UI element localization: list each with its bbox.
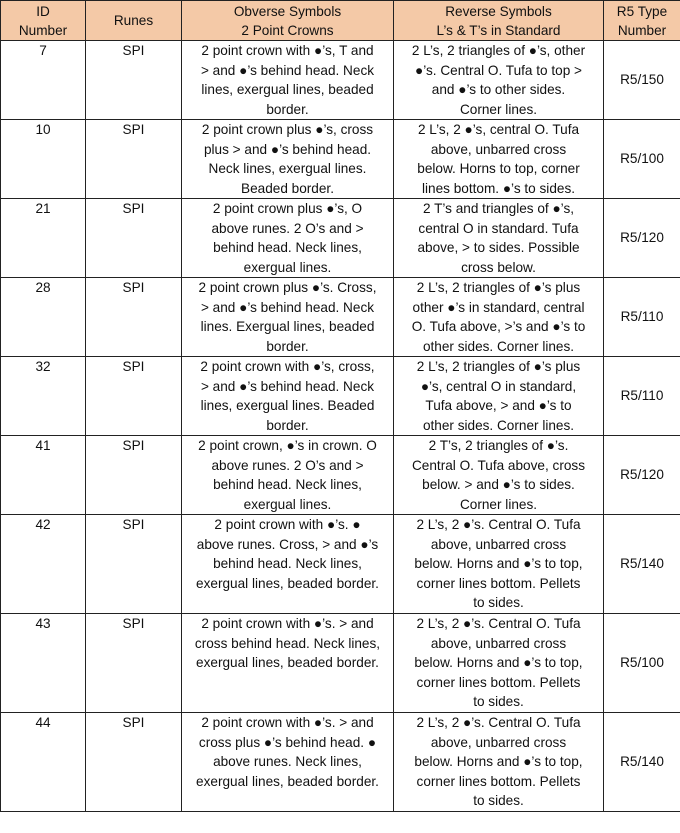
table-row xyxy=(1,515,680,614)
cell-runes: SPI xyxy=(86,436,182,515)
table-row xyxy=(1,713,680,812)
cell-id: 44 xyxy=(1,713,86,812)
table-row xyxy=(1,120,680,199)
cell-reverse: 2 L’s, 2 triangles of ●’s plus other ●’s in standard, central O. Tufa above, >’s and ●’s to other sides. Corner lines. xyxy=(394,278,604,357)
table-header xyxy=(1,1,680,41)
cell-runes: SPI xyxy=(86,515,182,614)
cell-obverse: 2 point crown plus ●’s, cross plus > and ●’s behind head. Neck lines, exergual lines. Beaded border. xyxy=(182,120,394,199)
cell-runes: SPI xyxy=(86,120,182,199)
cell-runes: SPI xyxy=(86,199,182,278)
cell-id: 7 xyxy=(1,41,86,120)
cell-id: 10 xyxy=(1,120,86,199)
cell-obverse: 2 point crown with ●’s. ● above runes. Cross, > and ●’s behind head. Neck lines, exergual lines, beaded border. xyxy=(182,515,394,614)
header-obverse-symbols: Obverse Symbols 2 Point Crowns xyxy=(182,1,394,41)
cell-id: 21 xyxy=(1,199,86,278)
cell-type: R5/100 xyxy=(604,614,680,713)
cell-obverse: 2 point crown with ●’s, cross, > and ●’s behind head. Neck lines, exergual lines. Beaded border. xyxy=(182,357,394,436)
table-row xyxy=(1,199,680,278)
cell-id: 43 xyxy=(1,614,86,713)
cell-obverse: 2 point crown, ●’s in crown. O above runes. 2 O’s and > behind head. Neck lines, exergual lines. xyxy=(182,436,394,515)
cell-type: R5/110 xyxy=(604,357,680,436)
header-id-number: ID Number xyxy=(1,1,86,41)
cell-reverse: 2 L’s, 2 triangles of ●’s, other ●’s. Central O. Tufa to top > and ●’s to other sides. Corner lines. xyxy=(394,41,604,120)
cell-runes: SPI xyxy=(86,278,182,357)
cell-reverse: 2 L’s, 2 triangles of ●’s plus ●’s, central O in standard, Tufa above, > and ●’s to other sides. Corner lines. xyxy=(394,357,604,436)
cell-type: R5/140 xyxy=(604,515,680,614)
table-body xyxy=(1,41,680,812)
header-reverse-symbols: Reverse Symbols L’s & T’s in Standard xyxy=(394,1,604,41)
cell-type: R5/150 xyxy=(604,41,680,120)
cell-type: R5/120 xyxy=(604,436,680,515)
cell-id: 28 xyxy=(1,278,86,357)
cell-id: 42 xyxy=(1,515,86,614)
cell-type: R5/110 xyxy=(604,278,680,357)
cell-obverse: 2 point crown with ●’s. > and cross plus ●’s behind head. ● above runes. Neck lines, exergual lines, beaded border. xyxy=(182,713,394,812)
cell-runes: SPI xyxy=(86,41,182,120)
cell-obverse: 2 point crown plus ●’s. Cross, > and ●’s behind head. Neck lines. Exergual lines, beaded border. xyxy=(182,278,394,357)
cell-reverse: 2 T’s and triangles of ●’s, central O in standard. Tufa above, > to sides. Possible cross below. xyxy=(394,199,604,278)
cell-type: R5/100 xyxy=(604,120,680,199)
cell-reverse: 2 L’s, 2 ●’s, central O. Tufa above, unbarred cross below. Horns to top, corner lines bottom. ●’s to sides. xyxy=(394,120,604,199)
cell-id: 32 xyxy=(1,357,86,436)
cell-reverse: 2 L’s, 2 ●’s. Central O. Tufa above, unbarred cross below. Horns and ●’s to top, corner lines bottom. Pellets to sides. xyxy=(394,515,604,614)
cell-obverse: 2 point crown plus ●’s, O above runes. 2 O’s and > behind head. Neck lines, exergual lines. xyxy=(182,199,394,278)
header-row xyxy=(1,1,680,41)
cell-reverse: 2 L’s, 2 ●’s. Central O. Tufa above, unbarred cross below. Horns and ●’s to top, corner lines bottom. Pellets to sides. xyxy=(394,713,604,812)
header-runes: Runes xyxy=(86,1,182,41)
cell-obverse: 2 point crown with ●’s. > and cross behind head. Neck lines, exergual lines, beaded border. xyxy=(182,614,394,713)
cell-runes: SPI xyxy=(86,357,182,436)
table-row xyxy=(1,41,680,120)
cell-runes: SPI xyxy=(86,614,182,713)
cell-id: 41 xyxy=(1,436,86,515)
table-row xyxy=(1,278,680,357)
cell-runes: SPI xyxy=(86,713,182,812)
table-row xyxy=(1,614,680,713)
table-row xyxy=(1,436,680,515)
cell-obverse: 2 point crown with ●’s, T and > and ●’s behind head. Neck lines, exergual lines, beaded border. xyxy=(182,41,394,120)
header-r5-type-number: R5 Type Number xyxy=(604,1,680,41)
cell-type: R5/120 xyxy=(604,199,680,278)
cell-reverse: 2 L’s, 2 ●’s. Central O. Tufa above, unbarred cross below. Horns and ●’s to top, corner lines bottom. Pellets to sides. xyxy=(394,614,604,713)
cell-type: R5/140 xyxy=(604,713,680,812)
table-row xyxy=(1,357,680,436)
cell-reverse: 2 T’s, 2 triangles of ●’s. Central O. Tufa above, cross below. > and ●’s to sides. Corner lines. xyxy=(394,436,604,515)
